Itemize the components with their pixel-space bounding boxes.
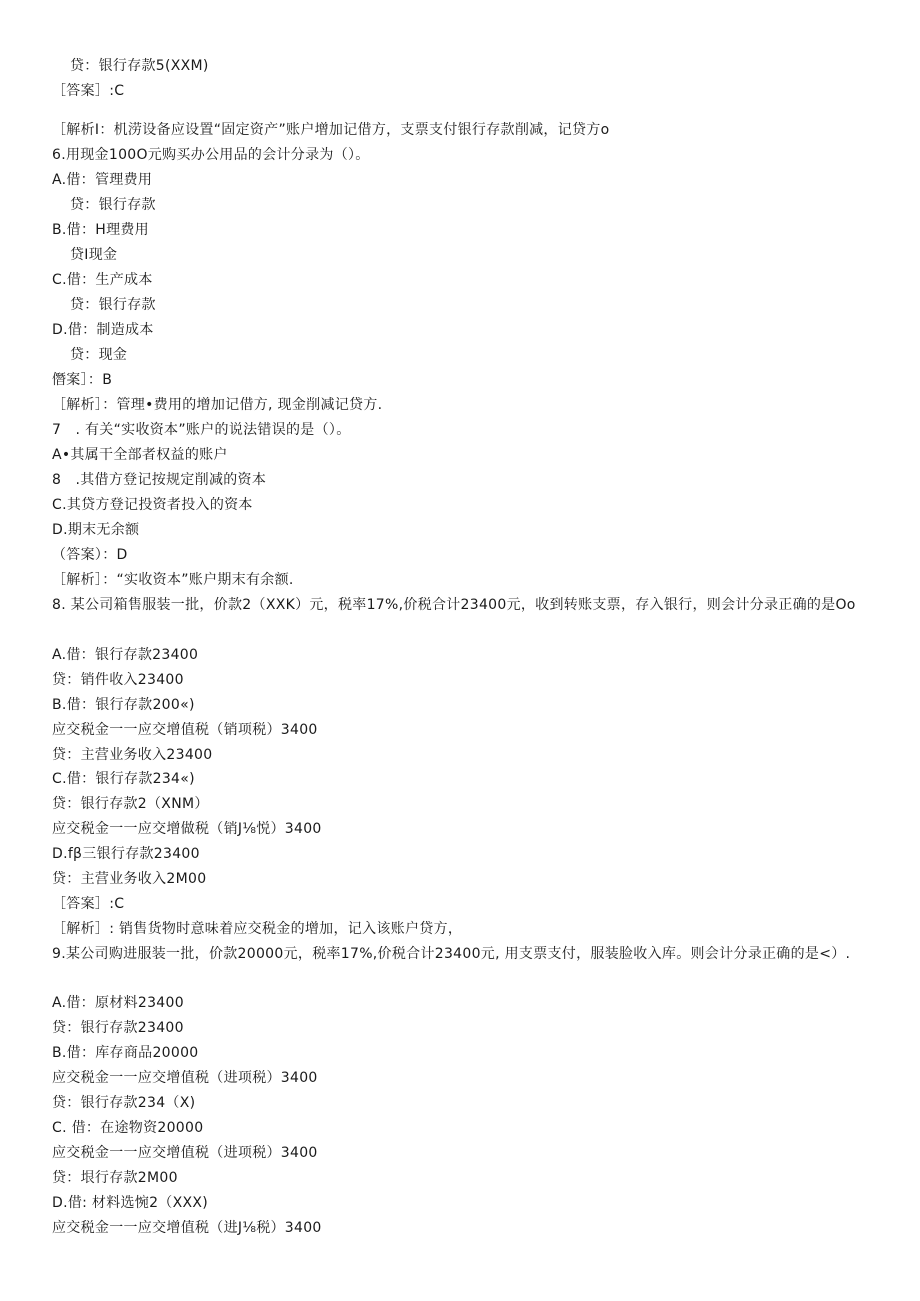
answer: （答案）：D <box>52 547 128 563</box>
option-c: C.借：生产成本 <box>52 272 153 288</box>
answer: ［答案］:C <box>52 896 125 912</box>
option-a: A•其属干全部者权益的账户 <box>52 447 228 463</box>
text-line: 贷：银行存款5(XXM) <box>70 58 209 74</box>
option-d: D.借：制造成本 <box>52 322 154 338</box>
option-b: B.借：库存商品20000 <box>52 1045 199 1061</box>
option-d: D.借: 材料选惋2（XXX) <box>52 1195 209 1211</box>
text-line: 贷：主营业务收入2M00 <box>52 871 207 887</box>
option-d: D.fβ三银行存款23400 <box>52 846 200 862</box>
text-line: 贷：银行存款23400 <box>52 1020 184 1036</box>
analysis: ［解析］：管理•费用的增加记借方, 现金削减记贷方. <box>52 397 383 413</box>
text-line: 贷I现金 <box>70 247 118 263</box>
question-7: 7 . 有关“实收资本”账户的说法错误的是（）。 <box>52 422 351 438</box>
text-line: 应交税金一一应交增值税（销项税）3400 <box>52 722 318 738</box>
answer: 僭案］：B <box>52 372 113 388</box>
text-line: 贷：现金 <box>70 347 128 363</box>
text-line: 应交税金一一应交增做税（销J⅛悦）3400 <box>52 821 322 837</box>
option-c: C. 借：在途物资20000 <box>52 1120 204 1136</box>
option-a: A.借：原材料23400 <box>52 995 184 1011</box>
text-line: 贷：销件收入23400 <box>52 672 184 688</box>
question-6: 6.用现金100O元购买办公用品的会计分录为（）。 <box>52 147 370 163</box>
question-9: 9.某公司购进服装一批，价款20000元，税率17%,价税合计23400元, 用支票支付，服装脸收入库。则会计分录正确的是<）. <box>52 946 851 962</box>
text-line: ［答案］:C <box>52 83 125 99</box>
text-line: 应交税金一一应交增值税（进项税）3400 <box>52 1070 318 1086</box>
text-line: 贷：银行存款234（X) <box>52 1095 196 1111</box>
option-a: A.借：管理费用 <box>52 172 153 188</box>
option-b: 8 .其借方登记按规定削减的资本 <box>52 472 267 488</box>
option-a: A.借：银行存款23400 <box>52 647 199 663</box>
analysis: ［解析］：“实收资本”账户期末有余额. <box>52 572 294 588</box>
text-line: 贷：银行存款2（XNM） <box>52 796 209 812</box>
text-line: 贷：垠行存款2M00 <box>52 1170 178 1186</box>
option-c: C.借：银行存款234«) <box>52 771 195 787</box>
question-8: 8. 某公司箱售服装一批，价款2（XXK）元，税率17%,价税合计23400元，收到转账支票，存入银行，则会计分录正确的是Oo <box>52 597 856 613</box>
text-line: 应交税金一一应交增值税（进项税）3400 <box>52 1145 318 1161</box>
text-line: ［解析I：机涝设备应设置“固定资产”账户增加记借方，支票支付银行存款削减，记贷方o <box>52 122 610 138</box>
text-line: 贷：银行存款 <box>70 197 156 213</box>
text-line: 贷：银行存款 <box>70 297 156 313</box>
text-line: 贷：主营业务收入23400 <box>52 747 213 763</box>
option-b: B.借：银行存款200«) <box>52 697 195 713</box>
text-line: 应交税金一一应交增值税（进J⅛税）3400 <box>52 1220 322 1236</box>
analysis: ［解析］: 销售货物时意味着应交税金的增加，记入该账户贷方， <box>52 921 463 937</box>
option-c: C.其贷方登记投资者投入的资本 <box>52 497 253 513</box>
option-d: D.期末无余额 <box>52 522 140 538</box>
option-b: B.借：H理费用 <box>52 222 149 238</box>
